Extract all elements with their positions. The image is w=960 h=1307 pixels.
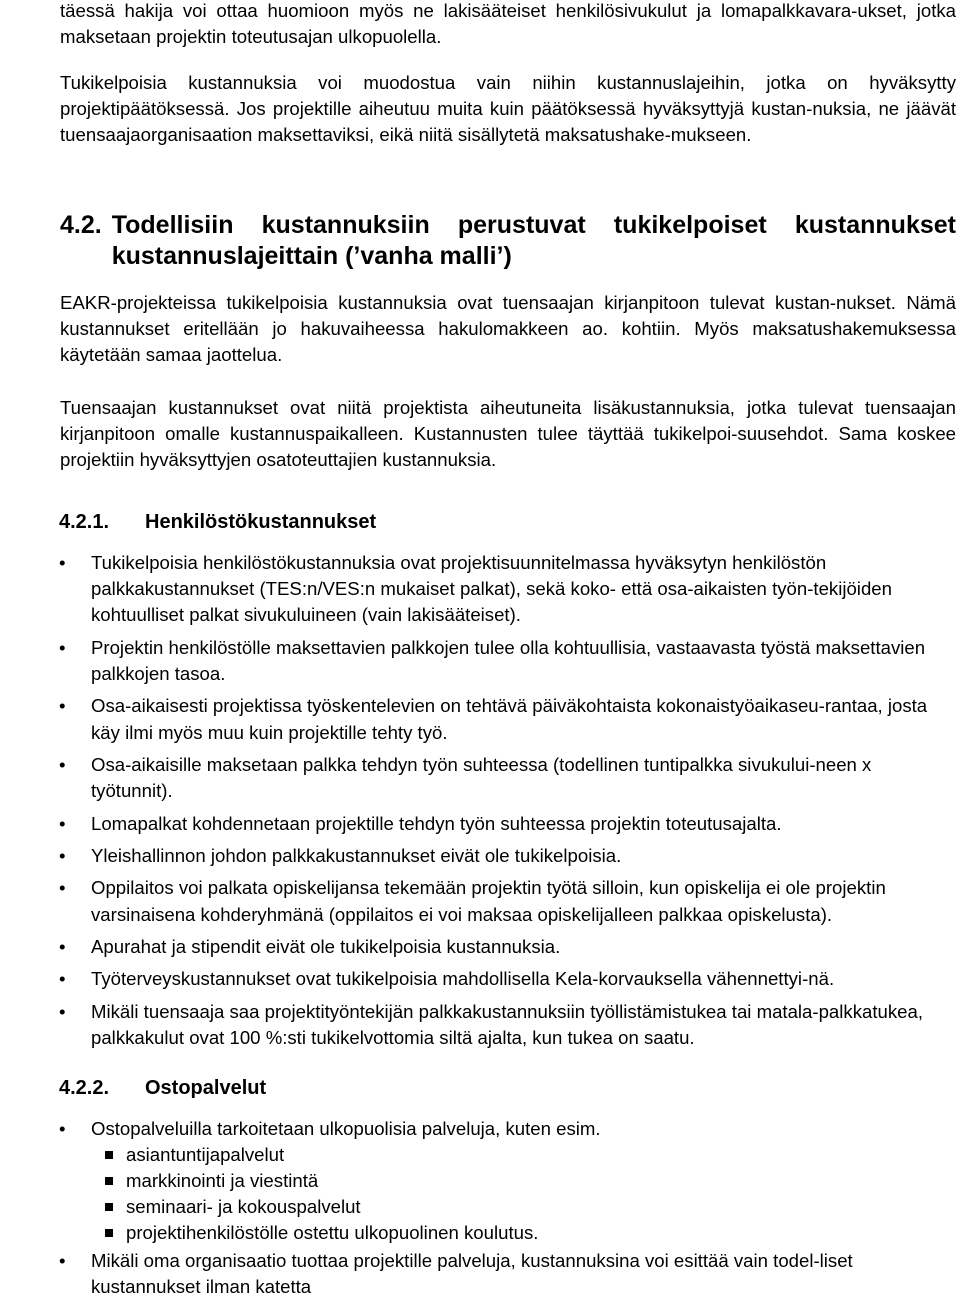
list-item <box>58 635 956 687</box>
bullet-icon: • <box>59 636 66 658</box>
list-item-text: Lomapalkat kohdennetaan projektille tehdyn työn suhteessa projektin toteutusajalta. <box>91 812 782 834</box>
bullet-icon: • <box>59 552 66 573</box>
square-bullet-icon <box>105 1203 113 1211</box>
bullet-icon: • <box>59 753 66 775</box>
list-item <box>58 843 956 869</box>
bullet-icon: • <box>59 877 66 899</box>
list-item-text: Tukikelpoisia henkilöstökustannuksia ovat projektisuunnitelmassa hyväksytyn henkilöstön palkkakustannukset (TES:n/VES:n mukaiset palkat), sekä koko- että osa-aikaisten työn-tekijöiden kohtuulliset palkat sivukuluineen (vain lakisääteiset). <box>91 552 892 626</box>
list-item-text: Apurahat ja stipendit eivät ole tukikelpoisia kustannuksia. <box>91 935 561 957</box>
list-item-text: Mikäli tuensaaja saa projektityöntekijän palkkakustannuksiin työllistämistukea tai matala-palkkatukea, palkkakulut ovat 100 %:sti tukikelvottomia siltä ajalta, kun tukea on saatu. <box>91 1000 923 1048</box>
section-title: Ostopalvelut <box>145 1077 267 1099</box>
sub-list-item-text: asiantuntijapalvelut <box>126 1144 285 1166</box>
bullet-icon: • <box>59 812 66 834</box>
bullet-icon: • <box>59 1118 66 1139</box>
list-item-text: Projektin henkilöstölle maksettavien palkkojen tulee olla kohtuullisia, vastaavasta työstä maksettavien palkkojen tasoa. <box>91 636 926 684</box>
sub-list-item <box>91 1220 956 1246</box>
paragraph: Tuensaajan kustannukset ovat niitä projektista aiheutuneita lisäkustannuksia, jotka tulevat tuensaajan kirjanpitoon omalle kustannuspaikalleen. Kustannusten tulee täyttää tukikelpoi-suusehdot. Sama koskee projektiin hyväksyttyjen osatoteuttajien kustannuksia. <box>60 397 956 471</box>
sub-list-item-text: seminaari- ja kokouspalvelut <box>126 1196 361 1218</box>
list-item-text: Yleishallinnon johdon palkkakustannukset eivät ole tukikelpoisia. <box>91 844 622 866</box>
square-bullet-icon <box>105 1177 113 1185</box>
section-number: 4.2.2. <box>59 1077 110 1099</box>
section-number: 4.2. <box>60 211 102 239</box>
list-item-text: Osa-aikaisille maksetaan palkka tehdyn työn suhteessa (todellinen tuntipalkka sivukului-neen x työtunnit). <box>91 753 872 802</box>
list-item <box>58 875 956 927</box>
list-item <box>58 550 956 629</box>
list-item <box>58 693 956 745</box>
section-title: Henkilöstökustannukset <box>145 511 377 533</box>
list-item-text: Osa-aikaisesti projektissa työskentelevien on tehtävä päiväkohtaista kokonaistyöaikaseu-rantaa, josta käy ilmi myös muu kuin projektille tehty työ. <box>91 695 928 743</box>
section-heading-4-2 <box>60 210 956 272</box>
list-item <box>58 999 956 1051</box>
bullet-icon: • <box>59 1250 66 1272</box>
sub-list-item <box>91 1168 956 1194</box>
sub-list-item <box>91 1194 956 1220</box>
list-item-text: Työterveyskustannukset ovat tukikelpoisia mahdollisella Kela-korvauksella vähennettyi-nä. <box>91 968 835 990</box>
square-bullet-icon <box>105 1229 113 1237</box>
paragraph: täessä hakija voi ottaa huomioon myös ne lakisääteiset henkilösivukulut ja lomapalkkavara-ukset, jotka maksetaan projektin toteutusajan ulkopuolella. <box>60 0 956 48</box>
section-title: Todellisiin kustannuksiin perustuvat tukikelpoiset kustannukset kustannuslajeittain (’vanha malli’) <box>111 211 956 270</box>
bullet-icon: • <box>59 844 66 866</box>
sub-list-item <box>91 1142 956 1168</box>
bullet-icon: • <box>59 968 66 990</box>
section-heading-4-2-2 <box>59 1075 955 1101</box>
list-item <box>58 752 956 804</box>
sub-list-item-text: projektihenkilöstölle ostettu ulkopuolinen koulutus. <box>126 1222 539 1244</box>
bullet-icon: • <box>59 1000 66 1022</box>
bullet-icon: • <box>59 935 66 957</box>
list-item <box>58 811 956 837</box>
sub-list-item-text: markkinointi ja viestintä <box>126 1170 319 1192</box>
list-item-text: Ostopalveluilla tarkoitetaan ulkopuolisia palveluja, kuten esim. <box>91 1118 601 1139</box>
list-item-text: Mikäli oma organisaatio tuottaa projektille palveluja, kustannuksina voi esittää vain todel-liset kustannukset ilman katetta <box>91 1250 853 1298</box>
list-item <box>58 934 956 960</box>
square-bullet-icon <box>105 1151 113 1159</box>
bullet-list-ostopalvelut <box>58 1116 956 1307</box>
list-item <box>58 1116 956 1246</box>
list-item-text: Oppilaitos voi palkata opiskelijansa tekemään projektin työtä silloin, kun opiskelija ei ole projektin varsinaisena kohderyhmänä (oppilaitos ei voi maksaa opiskelijalleen palkkaa opiskelusta). <box>91 877 886 925</box>
paragraph: Tukikelpoisia kustannuksia voi muodostua vain niihin kustannuslajeihin, jotka on hyväksytty projektipäätöksessä. Jos projektille aiheutuu muita kuin päätöksessä hyväksyttyjä kustan-nuksia, ne jäävät tuensaajaorganisaation maksettaviksi, eikä niitä sisällytetä maksatushake-mukseen. <box>60 72 956 146</box>
bullet-icon: • <box>59 695 66 717</box>
sub-list <box>58 1142 956 1246</box>
list-item <box>58 966 956 992</box>
section-number: 4.2.1. <box>59 511 110 533</box>
bullet-list-henkilostokustannukset <box>58 550 956 1057</box>
list-item <box>58 1248 956 1300</box>
paragraph: EAKR-projekteissa tukikelpoisia kustannuksia ovat tuensaajan kirjanpitoon tulevat kustan-nukset. Nämä kustannukset eritellään jo hakuvaiheessa hakulomakkeen ao. kohtiin. Myös maksatushakemuksessa käytetään samaa jaottelua. <box>60 292 956 366</box>
section-heading-4-2-1 <box>59 509 955 535</box>
